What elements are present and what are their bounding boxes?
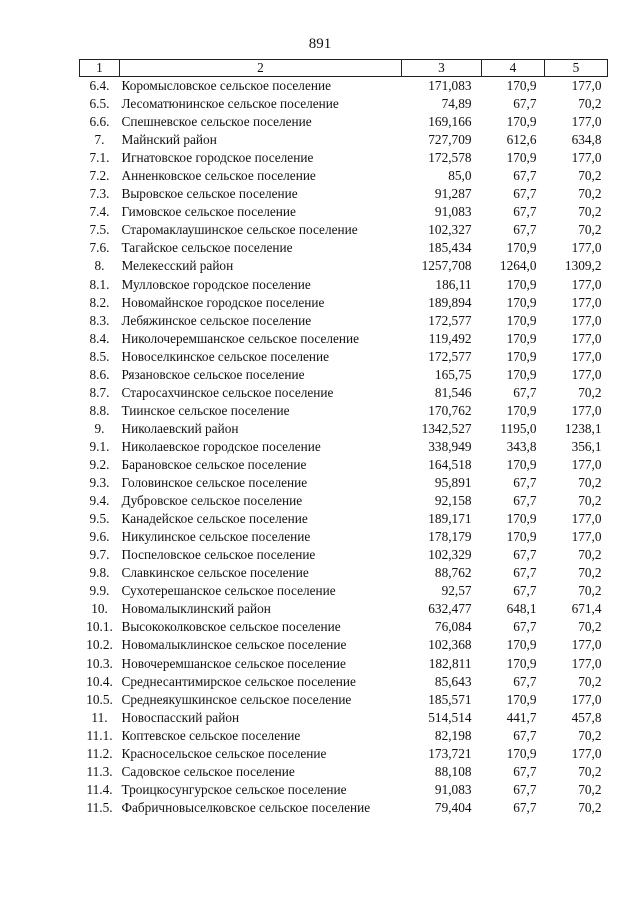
- row-name: Фабричновыселковское сельское поселение: [121, 799, 371, 815]
- row-value-4: 441,7: [506, 709, 537, 725]
- row-value-3: 95,891: [434, 475, 472, 491]
- row-name: Новомайнское городское поселение: [121, 294, 325, 310]
- row-name: Тиинское сельское поселение: [121, 402, 290, 418]
- row-number: 8.5.: [89, 348, 110, 364]
- row-value-5: 1238,1: [564, 420, 602, 436]
- row-value-4: 67,7: [513, 168, 537, 184]
- row-value-4: 67,7: [513, 799, 537, 815]
- row-value-5: 177,0: [571, 456, 602, 472]
- row-name: Барановское сельское поселение: [121, 456, 307, 472]
- table-row: [80, 276, 608, 294]
- row-value-4: 67,7: [513, 475, 537, 491]
- table-row: [80, 185, 608, 203]
- row-name: Мулловское городское поселение: [121, 276, 311, 292]
- row-name: Дубровское сельское поселение: [121, 493, 303, 509]
- row-number: 9.7.: [89, 547, 110, 563]
- row-value-5: 70,2: [578, 799, 602, 815]
- row-number: 8.: [94, 258, 105, 274]
- row-name: Выровское сельское поселение: [121, 186, 298, 202]
- table-row: [80, 366, 608, 384]
- row-name: Среднесантимирское сельское поселение: [121, 673, 356, 689]
- row-number: 10.4.: [86, 673, 113, 689]
- row-number: 7.6.: [89, 240, 110, 256]
- table-row: [80, 203, 608, 221]
- row-number: 9.: [94, 420, 105, 436]
- row-value-3: 1257,708: [421, 258, 472, 274]
- row-name: Тагайское сельское поселение: [121, 240, 293, 256]
- row-value-3: 91,287: [434, 186, 472, 202]
- row-value-5: 177,0: [571, 312, 602, 328]
- row-value-5: 177,0: [571, 294, 602, 310]
- row-value-5: 356,1: [571, 438, 602, 454]
- row-value-4: 1195,0: [500, 420, 537, 436]
- row-value-3: 170,762: [428, 402, 472, 418]
- row-number: 7.: [94, 132, 105, 148]
- row-value-3: 173,721: [428, 745, 472, 761]
- row-value-4: 170,9: [506, 78, 537, 93]
- page-number: 891: [308, 36, 332, 52]
- row-name: Лебяжинское сельское поселение: [121, 312, 312, 328]
- row-value-4: 648,1: [506, 601, 537, 617]
- row-value-5: 70,2: [578, 222, 602, 238]
- row-value-4: 67,7: [513, 204, 537, 220]
- row-number: 8.1.: [89, 276, 110, 292]
- row-value-3: 82,198: [434, 727, 472, 743]
- table-row: [80, 799, 608, 817]
- row-value-5: 70,2: [578, 619, 602, 635]
- row-value-5: 70,2: [578, 673, 602, 689]
- row-value-4: 170,9: [506, 240, 537, 256]
- row-name: Игнатовское городское поселение: [121, 150, 314, 166]
- row-value-5: 177,0: [571, 150, 602, 166]
- row-value-3: 91,083: [434, 781, 472, 797]
- row-name: Николаевское городское поселение: [121, 438, 321, 454]
- row-name: Коптевское сельское поселение: [121, 727, 301, 743]
- row-value-3: 74,89: [441, 96, 472, 112]
- row-value-5: 671,4: [571, 601, 602, 617]
- row-name: Мелекесский район: [121, 258, 234, 274]
- table-row: [80, 330, 608, 348]
- row-value-3: 79,404: [434, 799, 472, 815]
- table-row: [80, 131, 608, 149]
- row-value-4: 170,9: [506, 402, 537, 418]
- row-name: Спешневское сельское поселение: [121, 114, 312, 130]
- row-value-3: 178,179: [428, 529, 472, 545]
- row-value-4: 170,9: [506, 294, 537, 310]
- row-number: 8.7.: [89, 384, 110, 400]
- row-number: 9.3.: [89, 475, 110, 491]
- row-value-4: 170,9: [506, 366, 537, 382]
- table-row: [80, 745, 608, 763]
- table-row: [80, 763, 608, 781]
- row-value-4: 67,7: [513, 673, 537, 689]
- row-value-5: 177,0: [571, 276, 602, 292]
- row-value-4: 170,9: [506, 348, 537, 364]
- table-row: [80, 618, 608, 636]
- table-row: [80, 691, 608, 709]
- row-value-4: 170,9: [506, 456, 537, 472]
- row-value-3: 172,577: [428, 348, 472, 364]
- row-number: 11.4.: [86, 781, 113, 797]
- row-value-5: 457,8: [571, 709, 602, 725]
- row-value-3: 81,546: [434, 384, 472, 400]
- row-number: 9.6.: [89, 529, 110, 545]
- row-value-3: 76,084: [434, 619, 472, 635]
- row-value-3: 185,434: [428, 240, 472, 256]
- row-value-4: 67,7: [513, 493, 537, 509]
- row-number: 10.: [91, 601, 108, 617]
- table-row: [80, 312, 608, 330]
- row-value-4: 67,7: [513, 384, 537, 400]
- row-value-5: 70,2: [578, 781, 602, 797]
- row-value-5: 177,0: [571, 745, 602, 761]
- row-value-4: 67,7: [513, 222, 537, 238]
- row-value-5: 634,8: [571, 132, 602, 148]
- row-value-5: 70,2: [578, 384, 602, 400]
- row-number: 7.1.: [89, 150, 110, 166]
- table-row: [80, 221, 608, 239]
- row-value-3: 85,643: [434, 673, 472, 689]
- table-row: [80, 95, 608, 113]
- row-number: 9.4.: [89, 493, 110, 509]
- row-value-5: 70,2: [578, 493, 602, 509]
- row-value-3: 189,894: [428, 294, 472, 310]
- row-name: Новочеремшанское сельское поселение: [121, 655, 346, 671]
- row-number: 11.2.: [86, 745, 113, 761]
- row-value-5: 177,0: [571, 637, 602, 653]
- table-row: [80, 492, 608, 510]
- row-name: Гимовское сельское поселение: [121, 204, 296, 220]
- row-number: 10.5.: [86, 691, 113, 707]
- row-value-5: 70,2: [578, 475, 602, 491]
- row-name: Лесоматюнинское сельское поселение: [121, 96, 339, 112]
- row-value-5: 70,2: [578, 547, 602, 563]
- row-name: Анненковское сельское поселение: [121, 168, 316, 184]
- table-row: [80, 655, 608, 673]
- row-value-3: 88,762: [434, 565, 472, 581]
- row-value-5: 177,0: [571, 402, 602, 418]
- row-value-4: 67,7: [513, 781, 537, 797]
- row-name: Коромысловское сельское поселение: [121, 78, 331, 93]
- row-number: 8.4.: [89, 330, 110, 346]
- row-number: 7.2.: [89, 168, 110, 184]
- table-row: [80, 582, 608, 600]
- column-header-3: 3: [402, 60, 482, 77]
- row-value-5: 177,0: [571, 114, 602, 130]
- row-value-4: 343,8: [506, 438, 537, 454]
- row-value-5: 177,0: [571, 348, 602, 364]
- column-header-5: 5: [545, 60, 608, 77]
- row-value-4: 612,6: [506, 132, 537, 148]
- row-number: 10.1.: [86, 619, 113, 635]
- row-name: Славкинское сельское поселение: [121, 565, 309, 581]
- row-number: 7.5.: [89, 222, 110, 238]
- row-value-3: 172,577: [428, 312, 472, 328]
- row-number: 6.5.: [89, 96, 110, 112]
- table-row: [80, 294, 608, 312]
- row-value-4: 170,9: [506, 150, 537, 166]
- row-value-4: 67,7: [513, 727, 537, 743]
- row-name: Рязановское сельское поселение: [121, 366, 305, 382]
- row-value-4: 170,9: [506, 312, 537, 328]
- row-value-4: 170,9: [506, 655, 537, 671]
- row-name: Поспеловское сельское поселение: [121, 547, 316, 563]
- row-value-4: 67,7: [513, 96, 537, 112]
- row-value-3: 185,571: [428, 691, 472, 707]
- row-number: 9.9.: [89, 583, 110, 599]
- row-value-5: 70,2: [578, 204, 602, 220]
- table-row: [80, 402, 608, 420]
- row-value-3: 169,166: [428, 114, 472, 130]
- row-number: 7.3.: [89, 186, 110, 202]
- row-value-4: 170,9: [506, 511, 537, 527]
- row-value-3: 172,578: [428, 150, 472, 166]
- table-row: [80, 438, 608, 456]
- row-name: Новомалыклинское сельское поселение: [121, 637, 347, 653]
- row-number: 9.1.: [89, 438, 110, 454]
- row-value-4: 67,7: [513, 547, 537, 563]
- row-value-4: 1264,0: [499, 258, 537, 274]
- row-value-3: 338,949: [428, 438, 472, 454]
- row-value-3: 514,514: [428, 709, 472, 725]
- table-row: [80, 636, 608, 654]
- table-row: [80, 600, 608, 618]
- row-value-3: 727,709: [428, 132, 472, 148]
- table-row: [80, 384, 608, 402]
- row-value-3: 92,57: [441, 583, 472, 599]
- row-name: Красносельское сельское поселение: [121, 745, 327, 761]
- row-number: 11.3.: [86, 763, 113, 779]
- row-name: Старосахчинское сельское поселение: [121, 384, 334, 400]
- table-row: [80, 546, 608, 564]
- row-value-4: 67,7: [513, 583, 537, 599]
- row-name: Канадейское сельское поселение: [121, 511, 308, 527]
- column-header-2: 2: [120, 60, 402, 77]
- row-value-5: 177,0: [571, 330, 602, 346]
- row-name: Никулинское сельское поселение: [121, 529, 311, 545]
- row-name: Николаевский район: [121, 420, 239, 436]
- row-value-3: 119,492: [428, 330, 472, 346]
- row-number: 6.4.: [89, 78, 110, 93]
- row-value-4: 170,9: [506, 330, 537, 346]
- row-number: 11.1.: [86, 727, 113, 743]
- row-number: 7.4.: [89, 204, 110, 220]
- row-value-5: 177,0: [571, 78, 602, 93]
- row-name: Николочеремшанское сельское поселение: [121, 330, 360, 346]
- row-number: 8.6.: [89, 366, 110, 382]
- table-row: [80, 167, 608, 185]
- row-value-3: 91,083: [434, 204, 472, 220]
- row-value-3: 1342,527: [421, 420, 472, 436]
- table-row: [80, 113, 608, 131]
- row-value-4: 170,9: [506, 276, 537, 292]
- row-value-4: 170,9: [506, 637, 537, 653]
- row-value-5: 177,0: [571, 511, 602, 527]
- row-value-4: 67,7: [513, 619, 537, 635]
- row-value-3: 102,368: [428, 637, 472, 653]
- row-value-5: 70,2: [578, 168, 602, 184]
- row-value-3: 189,171: [428, 511, 472, 527]
- row-name: Новоспасский район: [121, 709, 240, 725]
- row-value-5: 70,2: [578, 763, 602, 779]
- table-row: [80, 239, 608, 257]
- table-row: [80, 781, 608, 799]
- row-value-3: 632,477: [428, 601, 472, 617]
- row-number: 8.3.: [89, 312, 110, 328]
- row-number: 9.8.: [89, 565, 110, 581]
- table-header: [80, 60, 608, 77]
- row-name: Старомаклаушинское сельское поселение: [121, 222, 358, 238]
- table-row: [80, 456, 608, 474]
- row-value-3: 186,11: [435, 276, 472, 292]
- row-value-3: 92,158: [434, 493, 472, 509]
- row-number: 6.6.: [89, 114, 110, 130]
- row-name: Новомалыклинский район: [121, 601, 271, 617]
- row-value-3: 164,518: [428, 456, 472, 472]
- table-row: [80, 564, 608, 582]
- row-number: 11.5.: [86, 799, 113, 815]
- row-value-5: 177,0: [571, 655, 602, 671]
- table-row: [80, 348, 608, 366]
- table-row: [80, 510, 608, 528]
- row-value-5: 70,2: [578, 565, 602, 581]
- table-row: [80, 709, 608, 727]
- row-value-5: 1309,2: [564, 258, 602, 274]
- table-row: [80, 257, 608, 275]
- row-name: Головинское сельское поселение: [121, 475, 308, 491]
- row-value-3: 165,75: [434, 366, 472, 382]
- row-value-3: 171,083: [428, 78, 472, 93]
- row-value-5: 177,0: [571, 529, 602, 545]
- row-value-3: 102,327: [428, 222, 472, 238]
- row-name: Новоселкинское сельское поселение: [121, 348, 330, 364]
- table-row: [80, 727, 608, 745]
- row-number: 10.3.: [86, 655, 113, 671]
- row-value-5: 70,2: [578, 96, 602, 112]
- row-name: Садовское сельское поселение: [121, 763, 295, 779]
- table-row: [80, 528, 608, 546]
- row-value-3: 88,108: [434, 763, 472, 779]
- row-name: Троицкосунгурское сельское поселение: [121, 781, 347, 797]
- row-value-4: 67,7: [513, 763, 537, 779]
- column-header-1: 1: [80, 60, 120, 77]
- row-value-3: 85,0: [448, 168, 472, 184]
- row-value-5: 177,0: [571, 691, 602, 707]
- row-name: Сухотерешанское сельское поселение: [121, 583, 336, 599]
- row-number: 9.2.: [89, 456, 110, 472]
- row-value-4: 170,9: [506, 691, 537, 707]
- row-name: Высококолковское сельское поселение: [121, 619, 341, 635]
- data-table: [79, 59, 608, 817]
- row-number: 8.8.: [89, 402, 110, 418]
- table-row: [80, 673, 608, 691]
- row-value-5: 177,0: [571, 240, 602, 256]
- table-row: [80, 149, 608, 167]
- row-value-3: 102,329: [428, 547, 472, 563]
- row-value-4: 67,7: [513, 565, 537, 581]
- row-value-4: 67,7: [513, 186, 537, 202]
- row-value-4: 170,9: [506, 529, 537, 545]
- row-value-5: 70,2: [578, 186, 602, 202]
- row-value-4: 170,9: [506, 745, 537, 761]
- row-name: Майнский район: [121, 132, 217, 148]
- table-row: [80, 77, 608, 96]
- column-header-4: 4: [482, 60, 545, 77]
- table-row: [80, 474, 608, 492]
- table-body: [80, 77, 608, 817]
- table-row: [80, 420, 608, 438]
- row-value-5: 177,0: [571, 366, 602, 382]
- header-row: [80, 60, 608, 77]
- row-number: 11.: [91, 709, 108, 725]
- row-value-3: 182,811: [428, 655, 472, 671]
- row-value-5: 70,2: [578, 727, 602, 743]
- row-value-4: 170,9: [506, 114, 537, 130]
- row-name: Среднеякушкинское сельское поселение: [121, 691, 352, 707]
- row-value-5: 70,2: [578, 583, 602, 599]
- row-number: 8.2.: [89, 294, 110, 310]
- row-number: 9.5.: [89, 511, 110, 527]
- row-number: 10.2.: [86, 637, 113, 653]
